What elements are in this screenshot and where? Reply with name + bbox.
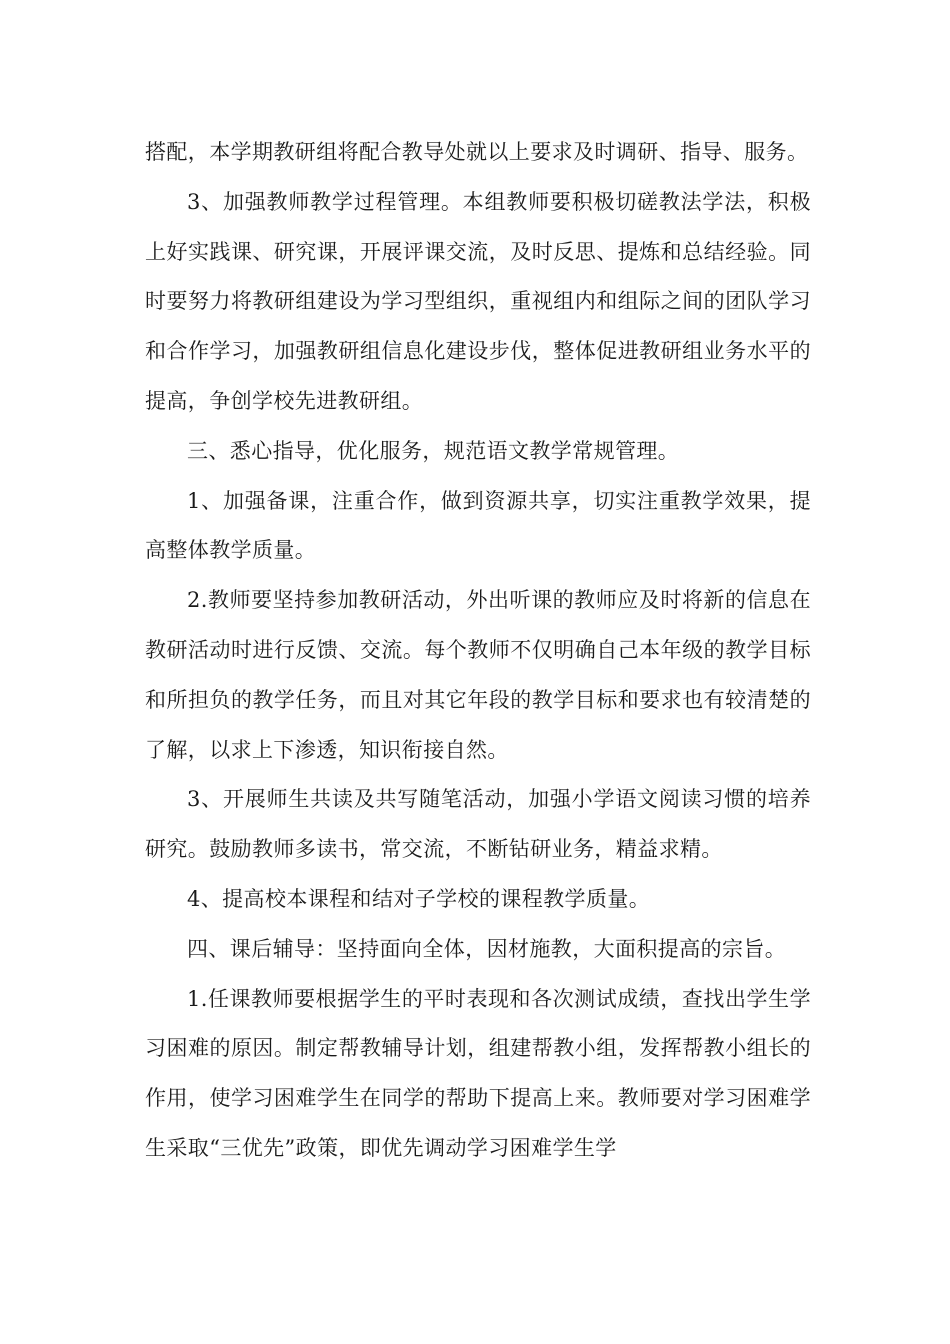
paragraph-reading-writing: 3、开展师生共读及共写随笔活动，加强小学语文阅读习惯的培养研究。鼓励教师多读书，常交流，不断钻研业务，精益求精。 — [145, 787, 811, 862]
paragraph-lesson-prep: 1、加强备课，注重合作，做到资源共享，切实注重教学效果，提高整体教学质量。 — [145, 488, 811, 563]
paragraph-research-activities: 2.教师要坚持参加教研活动，外出听课的教师应及时将新的信息在教研活动时进行反馈、交流。每个教师不仅明确自己本年级的教学目标和所担负的教学任务，而且对其它年段的教学目标和要求也有较清楚的了解，以求上下渗透，知识衔接自然。 — [145, 588, 811, 762]
paragraph-teaching-process: 3、加强教师教学过程管理。本组教师要积极切磋教法学法，积极上好实践课、研究课，开展评课交流，及时反思、提炼和总结经验。同时要努力将教研组建设为学习型组织，重视组内和组际之间的团队学习和合作学习，加强教研组信息化建设步伐，整体促进教研组业务水平的提高，争创学校先进教研组。 — [145, 189, 811, 413]
paragraph-continuation: 搭配，本学期教研组将配合教导处就以上要求及时调研、指导、服务。 — [145, 140, 809, 164]
paragraph-school-curriculum: 4、提高校本课程和结对子学校的课程教学质量。 — [187, 886, 651, 911]
section-heading-tutoring: 四、课后辅导：坚持面向全体，因材施教，大面积提高的宗旨。 — [187, 936, 787, 961]
document-body — [145, 128, 811, 1174]
paragraph-tutoring-plan: 1.任课教师要根据学生的平时表现和各次测试成绩，查找出学生学习困难的原因。制定帮教辅导计划，组建帮教小组，发挥帮教小组长的作用，使学习困难学生在同学的帮助下提高上来。教师要对学习困难学生采取“三优先”政策，即优先调动学习困难学生学 — [145, 986, 811, 1160]
section-heading-guidance: 三、悉心指导，优化服务，规范语文教学常规管理。 — [187, 438, 680, 463]
